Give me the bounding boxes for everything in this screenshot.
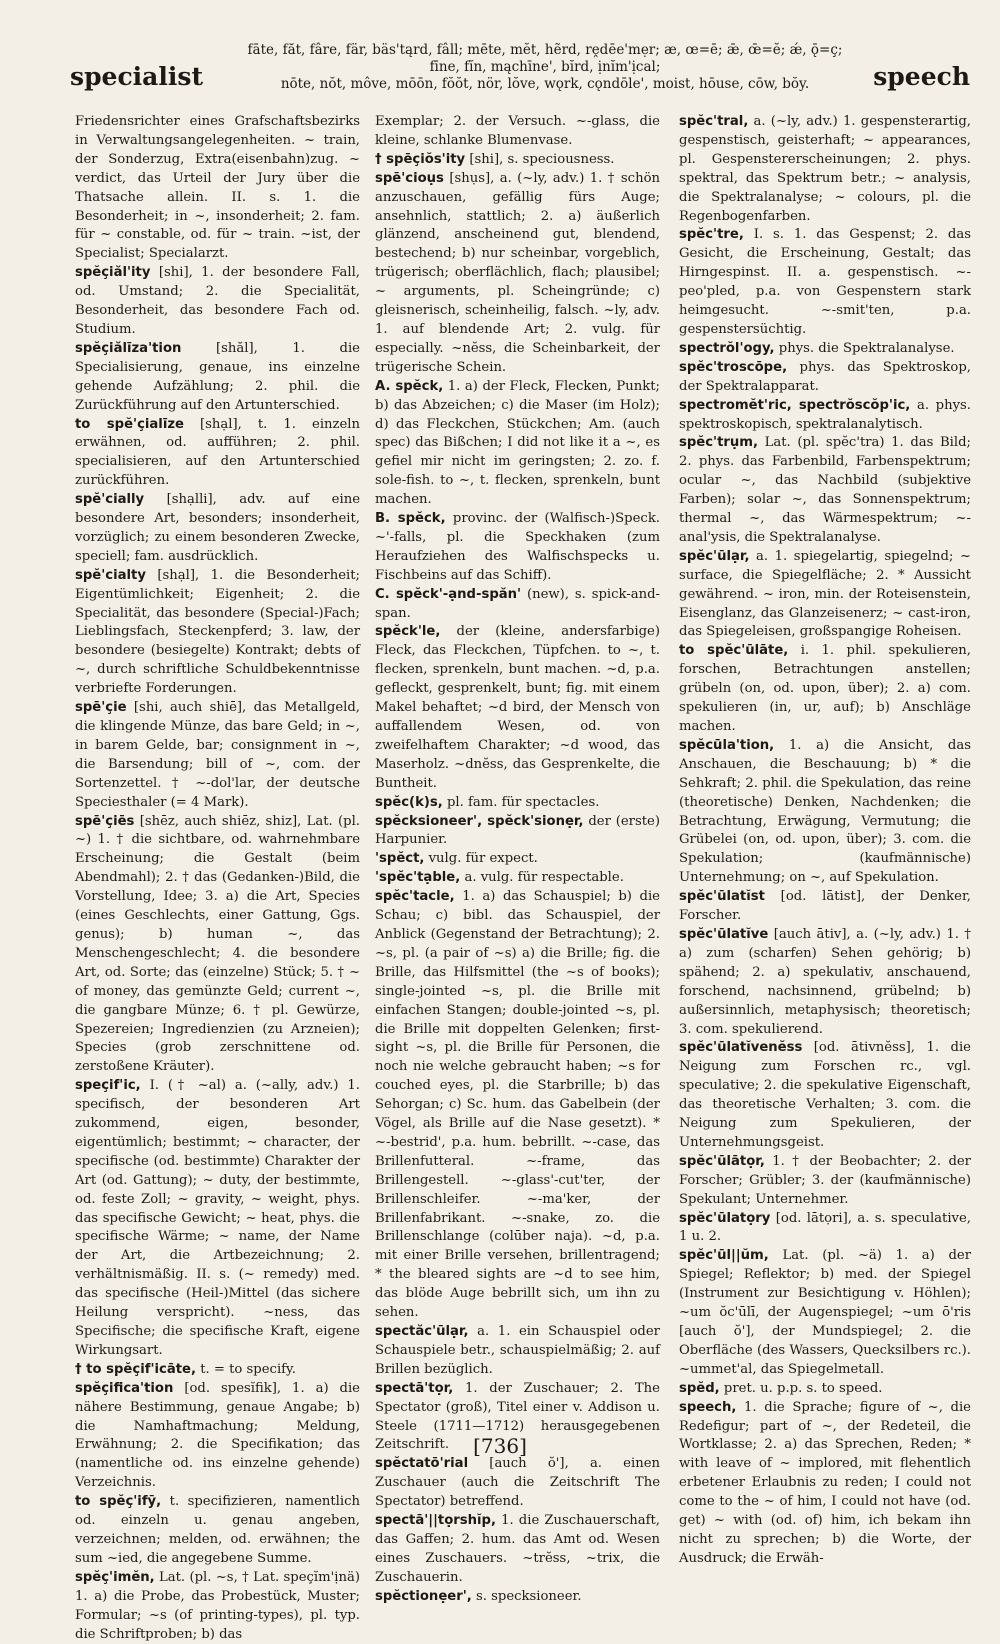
- entry-definition: [shạl], 1. die Besonderheit; Eigentümlichkeit; Eigenheit; 2. die Specialität, das besondere (Special-)Fach; Lieblingsfach, Steckenpferd; 3. law, der besondere (besiegelte) Kontrakt; debts of ~, durch schriftliche Schuldbekenntnisse verbriefte Forderungen.: [75, 567, 360, 697]
- headword: spĕc'ūlatĭve: [679, 926, 769, 942]
- headword: to spĕç'ifȳ,: [75, 1494, 162, 1510]
- dictionary-entry: [679, 1153, 971, 1210]
- dictionary-entry: [679, 359, 971, 397]
- headword: spĕd,: [679, 1380, 720, 1396]
- dictionary-entry: [75, 1493, 360, 1569]
- dictionary-entry: [75, 264, 360, 340]
- entry-definition: [od. ātivnĕss], 1. die Neigung zum Forschen rc., vgl. speculative; 2. die spekulative Eigenschaft, das theoretische Verhalten; 3. com. die Neigung zum Spekulieren, der Unternehmungsgeist.: [679, 1040, 971, 1150]
- dictionary-entry: [679, 1380, 971, 1399]
- pronunciation-key-line: fāte, făt, fâre, fär, bäs'tąrd, fâll; mēte, mĕt, hẽrd, rḙdēe'mẹr; æ, œ=ē; ǣ, œ̄=ĕ; ǽ, ǭ=ç;: [247, 42, 843, 58]
- dictionary-entry: [75, 699, 360, 812]
- headword: spĕctatō'rial: [375, 1456, 469, 1472]
- entry-definition: (new), s. spick-and-span.: [375, 586, 660, 621]
- headword: spĕc'ūlatĭvenĕss: [679, 1040, 803, 1056]
- dictionary-entry: [375, 623, 660, 793]
- dictionary-entry: [679, 113, 971, 226]
- entry-definition: Friedensrichter eines Grafschaftsbezirks in Verwaltungsangelegenheiten. ~ train, der Sonderzug, Extra(eisenbahn)zug. ~ verdict, das Urteil der Jury über die Thatsache allein. II. s. 1. die Besonderheit; in ~, insonderheit; 2. fam. für ~ constable, od. für ~ train. ~ist, der Specialist; Specialarzt.: [75, 114, 360, 262]
- pronunciation-key: [240, 42, 850, 93]
- headword: to spĕ'çialīze: [75, 416, 184, 432]
- entry-definition: 1. a) der Fleck, Flecken, Punkt; b) das Abzeichen; c) die Maser (im Holz); d) das Fleckchen, Stückchen; Am. (auch spec) das Bißchen; I did not like it a ~, es gefiel mir nicht im geringsten; 2. zo. f. sole-fish. to ~, t. flecken, sprenkeln, bunt machen.: [375, 378, 660, 508]
- headword: 'spĕc'tạble,: [375, 870, 461, 886]
- headword: spĕçiăl'ity: [75, 265, 151, 281]
- pronunciation-key-line: fīne, fĭn, mąchīne', bĭrd, ịnĭm'ịcal;: [429, 59, 661, 75]
- dictionary-entry: [375, 170, 660, 378]
- dictionary-entry: [375, 1323, 660, 1380]
- dictionary-entry: [375, 850, 660, 869]
- dictionary-entry: [679, 737, 971, 888]
- dictionary-entry: [75, 1361, 360, 1380]
- dictionary-entry: [679, 888, 971, 926]
- headword: spĕctionẹer',: [375, 1588, 472, 1604]
- entry-definition: [od. lātist], der Denker, Forscher.: [679, 889, 971, 924]
- dictionary-entry: [75, 113, 360, 264]
- entry-definition: Lat. (pl. spĕc'tra) 1. das Bild; 2. phys. das Farbenbild, Farbenspektrum; ocular ~, das Nachbild (subjektive Farben); solar ~, das Sonnenspektrum; thermal ~, das Wärmespektrum; ~-anal'ysis, die Spektralanalyse.: [679, 435, 971, 545]
- entry-definition: [auch ātiv], a. (~ly, adv.) 1. † a) zum (scharfen) Sehen gehörig; b) spähend; 2. a) spekulativ, anschauend, forschend, nachsinnend, grübelnd; b) außersinnlich, metaphysisch; theoretisch; 3. com. spekulierend.: [679, 926, 971, 1037]
- entry-definition: t. = to specify.: [200, 1361, 296, 1377]
- dictionary-entry: [375, 113, 660, 151]
- dictionary-entry: [75, 567, 360, 699]
- entry-definition: [od. lātọri], a. s. speculative, 1 u. 2.: [679, 1210, 971, 1245]
- headword: spĕ'cially: [75, 492, 145, 508]
- dictionary-entry: [679, 340, 971, 359]
- headword: spectā'||tọrshĭp,: [375, 1513, 496, 1529]
- entry-definition: s. specksioneer.: [475, 1588, 582, 1604]
- headword: spĕç'imĕn,: [75, 1569, 155, 1585]
- headword: speçif'ic,: [75, 1078, 141, 1094]
- entry-definition: I. († ~al) a. (~ally, adv.) 1. specifisch, der besonderen Art zukommend, eigen, besonder, eigentümlich; bestimmt; ~ character, der specifische (od. bestimmte) Charakter der Art (od. Gattung); ~ duty, der bestimmte, od. feste Zoll; ~ gravity, ~ weight, phys. das specifische Gewicht; ~ heat, phys. die specifische Wärme; ~ name, der Name der Art, die Artbezeichnung; 2. verhältnismäßig. II. s. (~ remedy) med. das specifische (Heil-)Mittel (das sichere Heilung verspricht). ~ness, das Specifische; die specifische Kraft, eigene Wirkungsart.: [75, 1078, 360, 1358]
- headword: † spēçiŏs'ity: [375, 151, 466, 167]
- dictionary-entry: [679, 1210, 971, 1248]
- headword: spĕc'trụm,: [679, 435, 759, 451]
- entry-definition: 1. die Zuschauerschaft, das Gaffen; 2. hum. das Amt od. Wesen eines Zuschauers. ~trĕss, ~trix, die Zuschauerin.: [375, 1513, 660, 1585]
- headword: A. spĕck,: [375, 378, 444, 394]
- dictionary-entry: [679, 1399, 971, 1569]
- entry-definition: pl. fam. für spectacles.: [446, 794, 600, 810]
- headword: spĕc'tacle,: [375, 889, 455, 905]
- headword: spĕcūla'tion,: [679, 737, 775, 753]
- headword: spectromĕt'ric, spectrŏscŏp'ic,: [679, 397, 911, 413]
- dictionary-entry: [375, 1455, 660, 1512]
- entry-definition: provinc. der (Walfisch-)Speck. ~'-falls, pl. die Speckhaken (zum Heraufziehen des Walfischspecks u. Fischbeins auf das Schiff).: [375, 511, 661, 583]
- entry-definition: pret. u. p.p. s. to speed.: [723, 1380, 883, 1396]
- headword: spectrŏl'ogy,: [679, 340, 775, 356]
- entry-definition: phys. das Spektroskop, der Spektralapparat.: [679, 359, 971, 394]
- entry-definition: 1. a) die Ansicht, das Anschauen, die Beschauung; b) * die Sehkraft; 2. phil. die Spekulation, das reine (theoretische) Denken, Nachdenken; die Betrachtung, Erwägung, Vermutung; die Grübelei (on, od. upon, über); 3. com. die Spekulation; (kaufmännische) Unternehmung; on ~, auf Spekulation.: [679, 737, 971, 886]
- headword: C. spĕck'-ạnd-spăn': [375, 586, 522, 602]
- headword: spĕc'troscōpe,: [679, 359, 788, 375]
- headword: spĕck'le,: [375, 624, 441, 640]
- dictionary-entry: [375, 586, 660, 624]
- entry-definition: [shạl], t. 1. einzeln erwähnen, od. aufführen; 2. phil. specialisieren, auf den Artunterschied zurückführen.: [75, 416, 360, 489]
- entry-definition: t. specifizieren, namentlich od. einzeln u. genau angeben, verzeichnen; melden, od. erwähnen; the sum ~ied, die angegebene Summe.: [75, 1494, 360, 1566]
- entry-definition: 1. a) das Schauspiel; b) die Schau; c) bibl. das Schauspiel, der Anblick (Gegenstand der Betrachtung); 2. ~s, pl. (a pair of ~s) a) die Brille; fig. die Brille, das Hilfsmittel (the ~s of books); single-jointed ~s, pl. die Brille mit einfachen Stangen; double-jointed ~s, pl. die Brille mit doppelten Gelenken; first-sight ~s, pl. die Brille für Personen, die noch nie welche gebraucht haben; ~s for couched eyes, pl. die Starbrille; b) das Sehorgan; c) Sc. hum. das Gabelbein (der Vögel, als Brille auf die Nase gesetzt). * ~-bestrid', p.a. hum. bebrillt. ~-case, das Brillenfutteral. ~-frame, das Brillengestell. ~-glass'-cut'ter, der Brillenschleifer. ~-ma'ker, der Brillenfabrikant. ~-snake, zo. die Brillenschlange (colūber naja). ~d, p.a. mit einer Brille versehen, brillentragend; * the bleared sights are ~d to see him, das blöde Auge bebrillt sich, um ihn zu sehen.: [375, 889, 660, 1321]
- headword: spĕçifica'tion: [75, 1380, 174, 1396]
- page-header: [70, 40, 970, 110]
- dictionary-entry: [75, 491, 360, 567]
- entry-definition: a. 1. ein Schauspiel oder Schauspiele betr., schauspielmäßig; 2. auf Brillen bezüglich.: [375, 1324, 660, 1377]
- headword: 'spĕct,: [375, 851, 425, 867]
- dictionary-entry: [75, 1077, 360, 1361]
- entry-definition: [shụs], a. (~ly, adv.) 1. † schön anzuschauen, gefällig fürs Auge; ansehnlich, stattlich; 2. a) äußerlich glänzend, anscheinend gut, blendend, bestechend; b) nur scheinbar, vorgeblich, trügerisch; oberflächlich, flach; plausibel; ~ arguments, pl. Scheingründe; c) gleisnerisch, scheinheilig, falsch. ~ly, adv. 1. auf blendende Art; 2. vulg. für especially. ~nĕss, die Scheinbarkeit, der trügerische Schein.: [375, 170, 660, 375]
- dictionary-entry: [75, 416, 360, 492]
- entry-definition: der (kleine, andersfarbige) Fleck, das Fleckchen, Tüpfchen. to ~, t. flecken, sprenkeln, bunt machen. ~d, p.a. gefleckt, gesprenkelt, bunt; fig. mit einem Makel behaftet; ~d bird, der Mensch von auffallendem Wesen, od. von zweifelhaftem Charakter; ~d wood, das Maserholz. ~dnĕss, das Gesprenkelte, die Buntheit.: [375, 624, 660, 791]
- dictionary-entry: [375, 888, 660, 1323]
- headword: spĕc'ūlạr,: [679, 548, 750, 564]
- headword: spĕcksioneer', spĕck'sionẹr,: [375, 813, 584, 829]
- entry-definition: [shi], 1. der besondere Fall, od. Umstand; 2. die Specialität, Besonderheit, das besondere Fach od. Studium.: [75, 265, 360, 337]
- column-3: [679, 113, 971, 1566]
- headword: spĕc'tral,: [679, 114, 749, 129]
- dictionary-entry: [679, 226, 971, 339]
- dictionary-entry: [679, 434, 971, 547]
- headword: speech,: [679, 1399, 737, 1415]
- guide-word-left: specialist: [70, 62, 203, 91]
- dictionary-entry: [679, 642, 971, 737]
- entry-definition: vulg. für expect.: [428, 851, 538, 867]
- headword: to spĕc'ūlāte,: [679, 643, 789, 659]
- entry-definition: Lat. (pl. ~s, † Lat. speçĭm'ịnä) 1. a) die Probe, das Probestück, Muster; Formular; ~s (of printing-types), pl. typ. die Schriftproben; b) das: [75, 1569, 360, 1642]
- headword: spĕc'ūlatĭst: [679, 889, 765, 905]
- dictionary-entry: [375, 869, 660, 888]
- entry-definition: 1. die Sprache; figure of ~, die Redefigur; part of ~, der Redeteil, die Wortklasse; 2. a) das Sprechen, Reden; * with leave of ~ implored, mit flehentlich erbetener Erlaubnis zu reden; I could not come to the ~ of him, I could not have (od. get) ~ with (od. of) him, ich bekam ihn nicht zu sprechen; b) die Worte, der Ausdruck; die Erwäh-: [679, 1399, 971, 1566]
- headword: spĕc'ūlatọry: [679, 1210, 771, 1226]
- entry-definition: der (erste) Harpunier.: [375, 813, 660, 848]
- headword: spē'cioụs: [375, 170, 444, 186]
- dictionary-entry: [375, 813, 660, 851]
- dictionary-entry: [679, 1247, 971, 1379]
- entry-definition: phys. die Spektralanalyse.: [778, 340, 955, 356]
- dictionary-entry: [375, 794, 660, 813]
- headword: † to spĕçif'icāte,: [75, 1361, 196, 1377]
- headword: spectăc'ūlạr,: [375, 1324, 469, 1339]
- pronunciation-key-line: nōte, nŏt, môve, mōōn, fŏŏt, nör, lŏve, wǫrk, cǫndōle', moist, hōuse, cōw, bŏy.: [280, 76, 810, 92]
- dictionary-entry: [75, 813, 360, 1078]
- dictionary-entry: [679, 1039, 971, 1152]
- headword: spĕ'cialty: [75, 567, 146, 583]
- entry-definition: 1. der Zuschauer; 2. The Spectator (groß), Titel einer v. Addison u. Steele (1711—1712) herausgegebenen Zeitschrift.: [375, 1380, 660, 1453]
- headword: spĕc'tre,: [679, 227, 744, 243]
- dictionary-entry: [75, 340, 360, 416]
- dictionary-entry: [679, 548, 971, 643]
- entry-definition: [shăl], 1. die Specialisierung, genaue, ins einzelne gehende Aufzählung; 2. phil. die Zurückführung auf den Artunterschied.: [75, 340, 360, 413]
- column-1: [75, 113, 360, 1642]
- entry-definition: [od. spesĭfik], 1. a) die nähere Bestimmung, genaue Angabe; b) die Namhaftmachung; Meldung, Erwähnung; 2. die Specifikation; das (namentliche od. ins einzelne gehende) Verzeichnis.: [75, 1380, 360, 1491]
- dictionary-entry: [375, 1512, 660, 1588]
- headword: spē'çie: [75, 700, 127, 716]
- page-number: [736]: [473, 1434, 527, 1458]
- entry-definition: [shi, auch shiē], das Metallgeld, die klingende Münze, das bare Geld; in ~, in barem Gelde, bar; consignment in ~, die Barsendung; bill of ~, com. der Sortenzettel. † ~-dol'lar, der deutsche Speciesthaler (= 4 Mark).: [75, 700, 360, 810]
- entry-definition: a. 1. spiegelartig, spiegelnd; ~ surface, die Spiegelfläche; 2. * Aussicht gewährend. ~ iron, min. der Roteisenstein, Eisenglanz, das Glanzeisenerz; ~ cast-iron, das Spiegeleisen, großspangige Roheisen.: [679, 548, 971, 640]
- dictionary-entry: [75, 1569, 360, 1644]
- entry-definition: [auch ŏ'], a. einen Zuschauer (auch die Zeitschrift The Spectator) betreffend.: [375, 1456, 660, 1510]
- entry-definition: a. vulg. für respectable.: [464, 870, 624, 886]
- guide-word-right: speech: [873, 62, 970, 91]
- entry-definition: Exemplar; 2. der Versuch. ~-glass, die kleine, schlanke Blumenvase.: [375, 114, 660, 148]
- entry-definition: [shạlli], adv. auf eine besondere Art, besonders; insonderheit, vorzüglich; zu einem besonderen Zwecke, speciell; fam. ausdrücklich.: [75, 492, 360, 564]
- entry-definition: i. 1. phil. spekulieren, forschen, Betrachtungen anstellen; grübeln (on, od. upon, über); 2. a) com. spekulieren (in, ur, auf); b) Anschläge machen.: [679, 643, 971, 734]
- headword: spĕc'ūlātọr,: [679, 1153, 765, 1169]
- entry-definition: a. (~ly, adv.) 1. gespensterartig, gespenstisch, geisterhaft; ~ appearances, pl. Gespenstererscheinungen; 2. phys. spektral, das Spektrum betr.; ~ analysis, die Spektralanalyse; ~ colours, pl. die Regenbogenfarben.: [679, 114, 971, 224]
- headword: spĕçiălīza'tion: [75, 340, 182, 356]
- headword: spectā'tọr,: [375, 1380, 454, 1396]
- entry-definition: a. phys. spektroskopisch, spektralanalytisch.: [679, 397, 971, 432]
- entry-definition: I. s. 1. das Gespenst; 2. das Gesicht, die Erscheinung, Gestalt; das Hirngespinst. II. a. gespenstisch. ~-peo'pled, p.a. von Gespenstern stark heimgesucht. ~-smit'ten, p.a. gespenstersüchtig.: [679, 227, 971, 337]
- headword: spĕc'ūl||ŭm,: [679, 1248, 769, 1264]
- dictionary-entry: [679, 397, 971, 435]
- entry-definition: Lat. (pl. ~ä) 1. a) der Spiegel; Reflektor; b) med. der Spiegel (Instrument zur Besichtigung v. Höhlen); ~um ŏc'ūlī, der Augenspiegel; ~um ō'ris [auch ŏ'], der Mundspiegel; 2. die Oberfläche (des Wassers, Quecksilbers rc.). ~ummet'al, das Spiegelmetall.: [679, 1248, 971, 1377]
- dictionary-entry: [679, 926, 971, 1039]
- dictionary-entry: [375, 378, 660, 510]
- entry-definition: [shi], s. speciousness.: [469, 151, 615, 167]
- dictionary-entry: [375, 151, 660, 170]
- dictionary-entry: [375, 1588, 660, 1607]
- dictionary-entry: [375, 510, 660, 586]
- entry-definition: 1. † der Beobachter; 2. der Forscher; Grübler; 3. der (kaufmännische) Spekulant; Unternehmer.: [679, 1153, 971, 1207]
- headword: spĕc(k)s,: [375, 794, 443, 810]
- headword: B. spĕck,: [375, 511, 446, 527]
- headword: spē'çiēs: [75, 813, 135, 829]
- entry-definition: [shēz, auch shiēz, shiz], Lat. (pl. ~) 1. † die sichtbare, od. wahrnehmbare Erscheinung; die Gestalt (beim Abendmahl); 2. † das (Gedanken-)Bild, die Vorstellung, Idee; 3. a) die Art, Species (eines Geschlechts, einer Gattung, Ggs. genus); b) human ~, das Menschengeschlecht; 4. die besondere Art, od. Sorte; das (einzelne) Stück; 5. † ~ of money, das gemünzte Geld; current ~, die gangbare Münze; 6. † pl. Gewürze, Spezereien; Ingredienzien (zu Arzneien); Species (grob zerschnittene od. zerstoßene Kräuter).: [75, 813, 360, 1075]
